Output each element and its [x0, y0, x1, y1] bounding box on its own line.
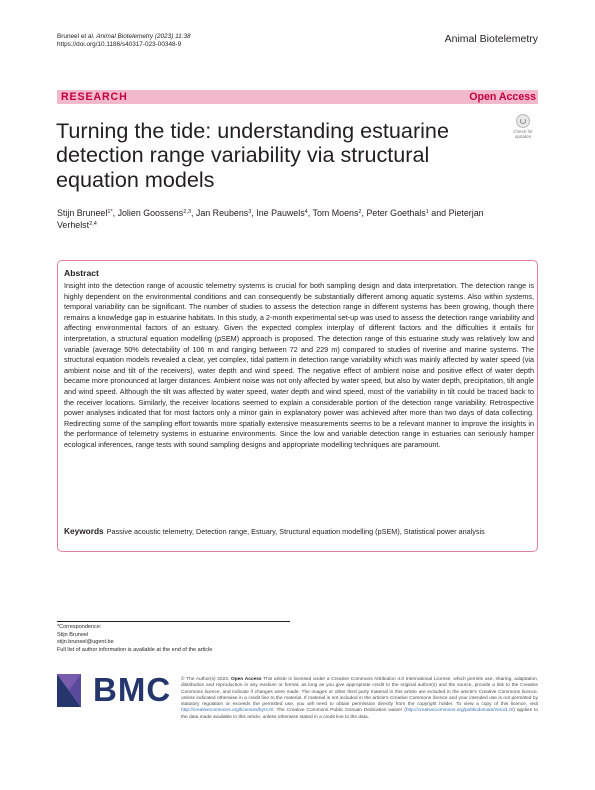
license-open-access: Open Access [230, 677, 262, 682]
correspondence-email[interactable]: stijn.bruneel@ugent.be [57, 639, 114, 646]
keywords-label: Keywords [64, 526, 104, 536]
author-name: Pieterjan Verhelst [57, 208, 484, 231]
author-list: Stijn Bruneel$^{1*}$, Jolien Goossens$^{2,3}$, Jan Reubens$^3$, Ine Pauwels$^4$, Tom Moens$^2$, Peter Goethals$^1$ and Pieterjan Verhelst$^{2,4}$ [57, 208, 484, 231]
correspondence-footnote [57, 624, 317, 654]
author-name: Jan Reubens [195, 208, 249, 218]
author-name: Ine Pauwels [256, 208, 305, 218]
article-type-label: RESEARCH [61, 91, 128, 103]
author-affiliation: 4 [304, 209, 308, 215]
copyright: © The Author(s) 2023. [181, 677, 231, 682]
bmc-logo[interactable] [57, 671, 172, 708]
check-for-updates-badge[interactable] [508, 114, 538, 141]
citation-line [57, 33, 191, 41]
author-conjunction: and [431, 208, 447, 218]
check-updates-line2: updates [514, 134, 532, 140]
license-link-cc0[interactable]: http://creativecommons.org/publicdomain/zero/1.0/ [405, 708, 514, 714]
correspondence-label: *Correspondence: [57, 624, 102, 630]
author-affiliation: 2,3 [183, 209, 191, 215]
author-affiliation: 1 [425, 209, 429, 215]
author-name: Tom Moens [312, 208, 359, 218]
article-title: Turning the tide: understanding estuarine detection range variability via structural equation models [56, 118, 449, 192]
article-type-banner [57, 90, 538, 104]
abstract-text: Insight into the detection range of acoustic telemetry systems is crucial for both sampling design and data interpretation. The detection range is highly dependent on the environmental conditions and can consequently be substantially different among aquatic systems. Also within systems, temporal variability can be significant. The number of studies to assess the detection range in different systems has been growing, though there remains a knowledge gap in estuarine habitats. In this study, a 2-month experimental set-up was used to assess the detection range variability and affecting environmental factors of an estuary. Given the expected complex interplay of different factors and the difficulties it entails for interpretation, a structural equation modelling (pSEM) approach is proposed. The detection range of this estuarine study was relatively low and variable (average 50% detectability of 106 m and ranging between 72 and 229 m) compared to studies of riverine and marine systems. The structural equation models revealed a clear, yet complex, tidal pattern in detection range variability which was mainly affected by water speed (via ambient noise and tilt of the receivers), water depth and wind speed. The negative effect of ambient noise and positive effect of water depth became more pronounced at larger distances. Ambient noise was not only affected by water speed, but also by water depth, precipitation, tilt angle and wind speed. Although the tilt was affected by water speed, water depth and wind speed, most of the variability in tilt could be traced back to the receiver locations. Similarly, the receiver locations seemed to explain a considerable portion of the detection range variability. Retrospective power analyses indicated that for most factors only a minor gain in explanatory power was achieved after more than two days of data collecting. Redirecting some of the sampling effort towards more spatially extensive measurements seems to be a relevant manner to improve the insights in the performance of telemetry systems in estuarine environments. Since the low and variable detection range in estuaries can seriously hamper ecological inferences, range tests with sound sampling designs and appropriate modelling techniques are paramount. [64, 281, 534, 449]
journal-name: Animal Biotelemetry [444, 33, 538, 45]
citation-authors: Bruneel [57, 33, 81, 40]
author-affiliation: 2 [358, 209, 362, 215]
author-affiliation: 2,4 [89, 221, 97, 228]
author-info-note: Full list of author information is available at the end of the article [57, 646, 213, 653]
license-link-cc-by[interactable]: http://creativecommons.org/licenses/by/4.0/ [181, 708, 274, 714]
license-body-1: This article is licensed under a Creative Commons Attribution 4.0 International License, which permits use, sharing, adaptation, distribution and reproduction in any medium or format, as long as you give appropriate credit to the original author(s) and the source, provide a link to the Creative Commons licence, and indicate if changes were made. The images or other third party material in this article are included in the article's Creative Commons licence, unless indicated otherwise in a credit line to the material. If material is not included in the article's Creative Commons licence and your intended use is not permitted by statutory regulation or exceeds the permitted use, you will need to obtain permission directly from the copyright holder. To view a copy of this licence, visit [181, 677, 539, 708]
open-access-label: Open Access [469, 91, 536, 103]
citation-year-issue: (2023) 11:38 [153, 33, 191, 40]
keywords-text: Passive acoustic telemetry, Detection range, Estuary, Structural equation modelling (pSEM), Statistical power analysis [106, 527, 485, 536]
abstract-box [57, 260, 538, 552]
author-affiliation: 1* [107, 209, 113, 215]
check-for-updates-label [508, 129, 538, 140]
author-affiliation: 3 [248, 209, 252, 215]
keywords [64, 526, 534, 538]
citation-header [57, 33, 191, 49]
author-name: Stijn Bruneel [57, 208, 108, 218]
bmc-logo-text: BMC [93, 671, 172, 708]
footnote-divider [57, 621, 290, 622]
doi-link[interactable]: https://doi.org/10.1186/s40317-023-00348-9 [57, 41, 182, 49]
author-name: Jolien Goossens [117, 208, 184, 218]
bmc-logo-icon [57, 674, 89, 707]
author-name: Peter Goethals [366, 208, 426, 218]
check-updates-line1: Check for [513, 129, 533, 134]
citation-journal: et al. Animal Biotelemetry [80, 33, 154, 40]
check-for-updates-icon [516, 114, 530, 128]
license-text [181, 677, 538, 721]
correspondence-name: Stijn Bruneel [57, 631, 89, 638]
license-body-2: . The Creative Commons Public Domain Dedication waiver ( [273, 708, 406, 714]
license-body-3: ) applies to the data made available in this article, unless otherwise stated in a credit line to the data. [181, 708, 538, 720]
abstract-heading: Abstract [64, 268, 99, 278]
